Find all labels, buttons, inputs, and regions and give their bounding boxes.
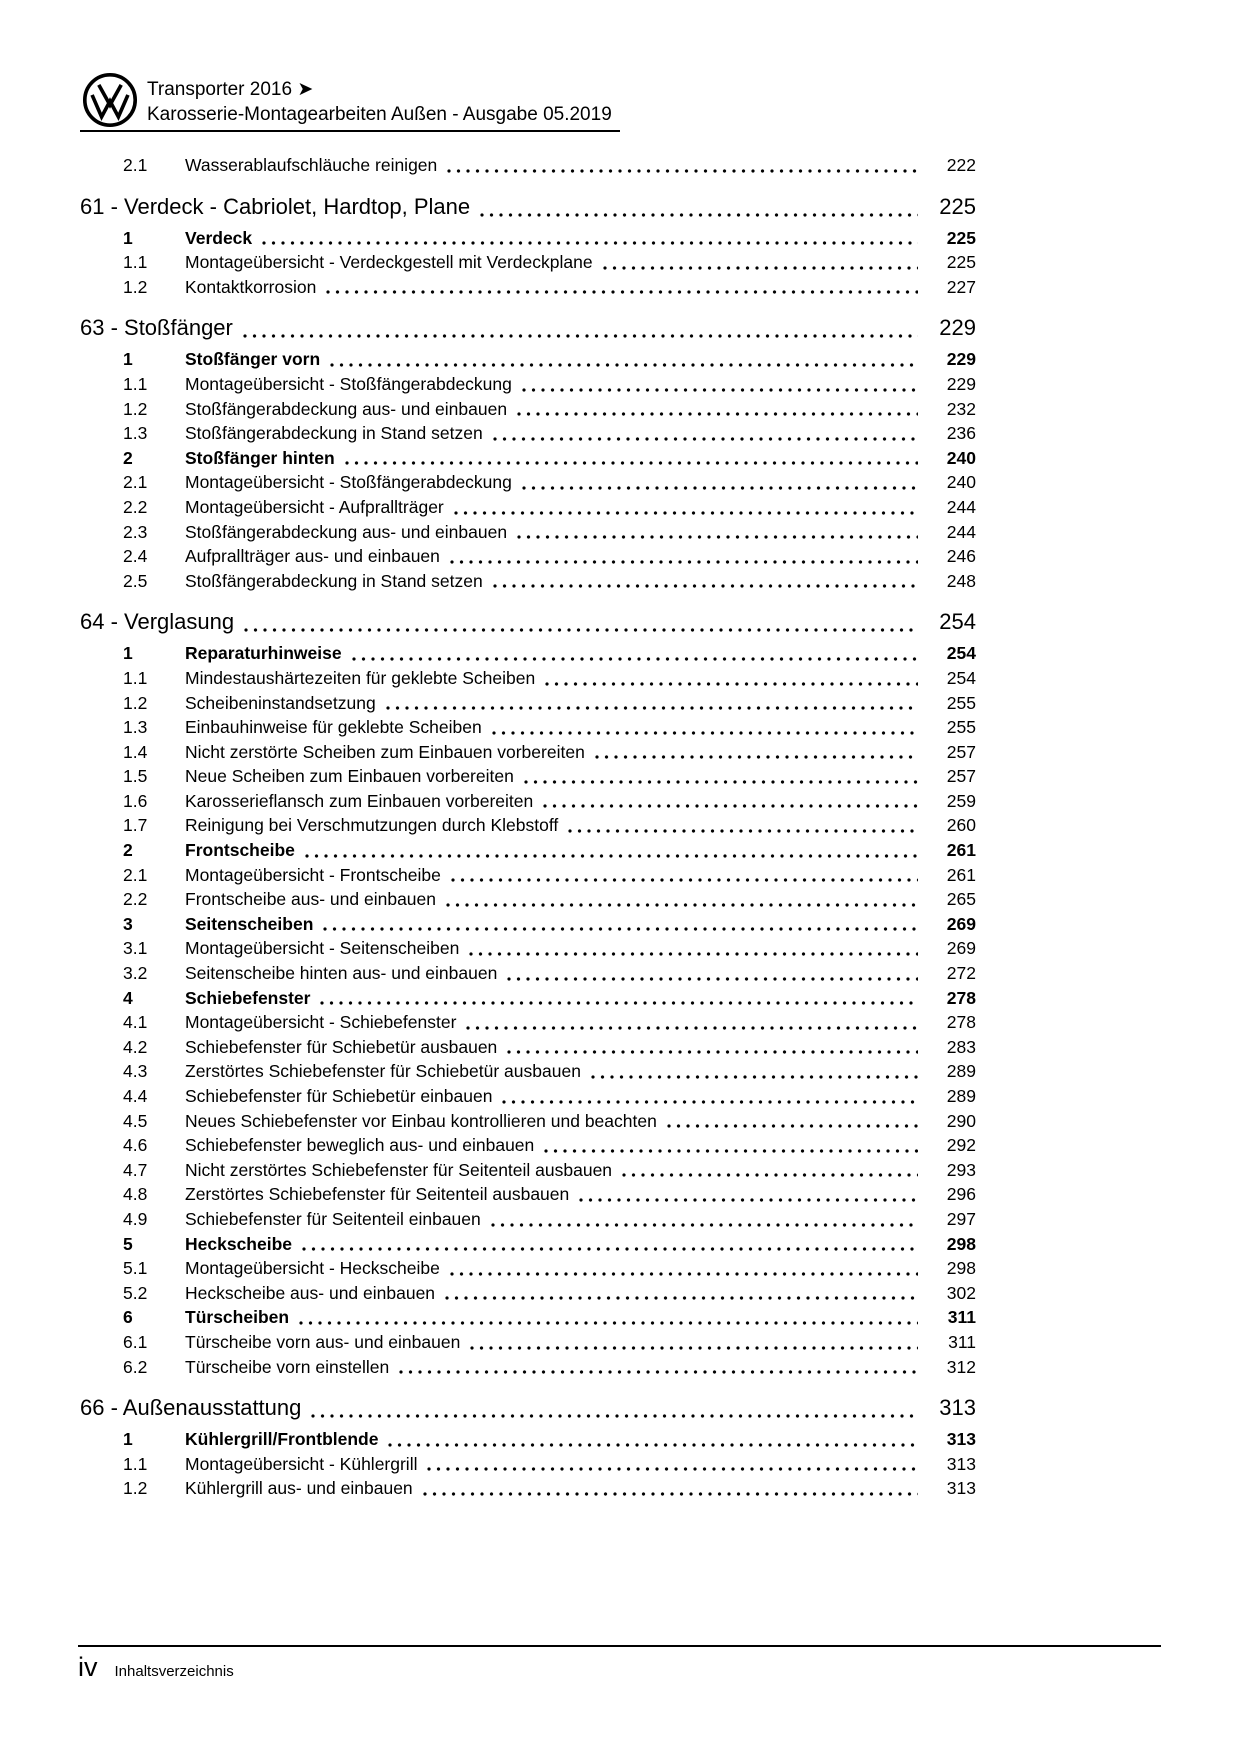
toc-entry-title: Schiebefenster	[185, 987, 311, 1008]
dotted-leader	[423, 1492, 918, 1496]
toc-entry-sub	[80, 666, 976, 691]
toc-entry-sub	[80, 1355, 976, 1380]
dotted-leader	[667, 1124, 918, 1128]
dotted-leader	[454, 511, 918, 515]
toc-entry-title: Verdeck	[185, 227, 253, 248]
dotted-leader	[543, 804, 918, 808]
toc-entry-number: 4.2	[123, 1036, 148, 1057]
toc-entry-title: Montageübersicht - Stoßfängerabdeckung	[185, 373, 512, 394]
toc-entry-number: 1	[123, 349, 133, 370]
toc-entry-sub	[80, 1330, 976, 1355]
toc-entry-section	[80, 226, 976, 251]
toc-entry-title: Stoßfänger hinten	[185, 447, 335, 468]
toc-entry-page: 265	[946, 889, 976, 910]
toc-entry-chapter	[80, 191, 976, 223]
toc-entry-title: Neues Schiebefenster vor Einbau kontrollieren und beachten	[185, 1110, 657, 1131]
header-divider	[80, 130, 620, 132]
toc-entry-page: 225	[946, 227, 976, 248]
toc-entry-title: 66 - Außenausstattung	[80, 1395, 302, 1421]
toc-entry-number: 3.1	[123, 938, 148, 959]
toc-entry-section	[80, 347, 976, 372]
toc-entry-page: 311	[947, 1307, 976, 1328]
dotted-leader	[603, 266, 918, 270]
toc-entry-title: Heckscheibe	[185, 1233, 293, 1254]
toc-entry-title: Reparaturhinweise	[185, 643, 342, 664]
dotted-leader	[595, 755, 918, 759]
toc-entry-page: 297	[946, 1208, 976, 1229]
toc-entry-page: 292	[946, 1135, 976, 1156]
toc-entry-title: 64 - Verglasung	[80, 609, 235, 635]
toc-entry-page: 313	[946, 1429, 976, 1450]
dotted-leader	[326, 290, 918, 294]
toc	[80, 153, 976, 1501]
toc-entry-section	[80, 1305, 976, 1330]
toc-entry-number: 1.1	[123, 252, 148, 273]
toc-entry-page: 313	[946, 1478, 976, 1499]
toc-entry-sub	[80, 1476, 976, 1501]
toc-entry-title: Neue Scheiben zum Einbauen vorbereiten	[185, 766, 514, 787]
toc-entry-title: Montageübersicht - Heckscheibe	[185, 1258, 440, 1279]
dotted-leader	[492, 731, 918, 735]
toc-entry-number: 3.2	[123, 963, 148, 984]
toc-entry-title: Schiebefenster für Seitenteil einbauen	[185, 1208, 481, 1229]
dotted-leader	[244, 628, 918, 632]
toc-entry-number: 2	[123, 447, 133, 468]
toc-entry-page: 269	[946, 938, 976, 959]
dotted-leader	[446, 903, 918, 907]
toc-entry-title: Seitenscheiben	[185, 913, 314, 934]
header-model-line: Transporter 2016 ➤	[147, 79, 314, 100]
toc-entry-number: 1.3	[123, 717, 148, 738]
toc-entry-number: 2.2	[123, 889, 148, 910]
footer-page-number: iv	[78, 1652, 98, 1682]
toc-entry-number: 1.6	[123, 790, 148, 811]
toc-entry-page: 311	[948, 1331, 976, 1352]
dotted-leader	[305, 854, 918, 858]
toc-entry-page: 257	[946, 766, 976, 787]
dotted-leader	[450, 1272, 918, 1276]
toc-entry-title: Montageübersicht - Seitenscheiben	[185, 938, 460, 959]
toc-entry-sub	[80, 495, 976, 520]
toc-entry-number: 4.4	[123, 1086, 148, 1106]
dotted-leader	[427, 1467, 918, 1471]
toc-entry-number: 5	[123, 1233, 133, 1254]
toc-entry-page: 254	[946, 667, 976, 688]
toc-entry-sub	[80, 813, 976, 838]
toc-entry-number: 1.1	[123, 373, 148, 394]
dotted-leader	[345, 461, 918, 465]
toc-entry-title: Mindestaushärtezeiten für geklebte Scheiben	[185, 667, 536, 688]
page-footer	[78, 1645, 1161, 1681]
toc-entry-number: 2.1	[123, 864, 148, 885]
dotted-leader	[493, 584, 918, 588]
dotted-leader	[522, 486, 918, 490]
toc-entry-chapter	[80, 312, 976, 344]
toc-entry-page: 283	[946, 1036, 976, 1057]
dotted-leader	[388, 1443, 918, 1447]
dotted-leader	[399, 1370, 918, 1374]
toc-entry-sub	[80, 250, 976, 275]
dotted-leader	[502, 1100, 918, 1104]
toc-entry-sub	[80, 470, 976, 495]
toc-entry-title: Stoßfängerabdeckung in Stand setzen	[185, 570, 483, 591]
dotted-leader	[591, 1075, 918, 1079]
toc-entry-title: Nicht zerstörte Scheiben zum Einbauen vorbereiten	[185, 741, 585, 762]
toc-entry-number: 2.1	[123, 472, 148, 493]
dotted-leader	[524, 780, 918, 784]
dotted-leader	[466, 1026, 918, 1030]
toc-entry-sub	[80, 1182, 976, 1207]
toc-entry-sub	[80, 544, 976, 569]
toc-entry-title: Montageübersicht - Aufprallträger	[185, 496, 444, 517]
toc-entry-page: 225	[939, 193, 976, 219]
toc-entry-number: 2.3	[123, 521, 148, 542]
toc-entry-title: Scheibeninstandsetzung	[185, 692, 376, 713]
toc-entry-sub	[80, 520, 976, 545]
footer-label: Inhaltsverzeichnis	[114, 1663, 234, 1680]
dotted-leader	[450, 560, 918, 564]
toc-entry-page: 261	[946, 840, 976, 861]
toc-entry-number: 5.2	[123, 1282, 148, 1303]
toc-entry-page: 232	[946, 398, 976, 419]
toc-entry-page: 254	[946, 643, 976, 664]
dotted-leader	[311, 1414, 918, 1418]
dotted-leader	[480, 213, 918, 217]
toc-entry-title: Kühlergrill/Frontblende	[185, 1429, 379, 1450]
toc-entry-page: 278	[946, 987, 976, 1008]
toc-entry-number: 4.8	[123, 1184, 148, 1205]
toc-entry-page: 222	[946, 155, 976, 175]
toc-entry-sub	[80, 1084, 976, 1109]
toc-entry-number: 1.2	[123, 1478, 148, 1499]
toc-entry-page: 259	[946, 790, 976, 811]
dotted-leader	[451, 878, 918, 882]
dotted-leader	[568, 829, 918, 833]
toc-entry-sub	[80, 1010, 976, 1035]
toc-entry-number: 2.5	[123, 570, 148, 591]
toc-entry-title: Reinigung bei Verschmutzungen durch Klebstoff	[185, 815, 559, 836]
header-subtitle-line: Karosserie-Montagearbeiten Außen - Ausgabe 05.2019	[147, 104, 612, 125]
toc-entry-number: 2	[123, 840, 133, 861]
toc-entry-number: 1.2	[123, 692, 148, 713]
toc-entry-title: Seitenscheibe hinten aus- und einbauen	[185, 963, 498, 984]
toc-entry-page: 244	[946, 521, 976, 542]
toc-entry-number: 5.1	[123, 1258, 148, 1279]
dotted-leader	[302, 1247, 918, 1251]
toc-entry-sub	[80, 569, 976, 594]
toc-entry-sub	[80, 1158, 976, 1183]
vw-logo-icon	[82, 72, 138, 128]
toc-entry-chapter	[80, 606, 976, 638]
toc-entry-page: 254	[939, 609, 976, 635]
toc-entry-title: Wasserablaufschläuche reinigen	[185, 155, 438, 175]
toc-entry-number: 4.1	[123, 1012, 148, 1033]
dotted-leader	[330, 363, 918, 367]
toc-entry-page: 229	[946, 349, 976, 370]
toc-entry-page: 257	[946, 741, 976, 762]
toc-entry-number: 1.2	[123, 398, 148, 419]
toc-entry-title: Zerstörtes Schiebefenster für Seitenteil ausbauen	[185, 1184, 570, 1205]
dotted-leader	[445, 1296, 918, 1300]
toc-entry-number: 4.7	[123, 1159, 148, 1180]
page-header	[82, 72, 612, 128]
toc-entry-title: Karosserieflansch zum Einbauen vorbereiten	[185, 790, 534, 811]
toc-entry-title: 63 - Stoßfänger	[80, 315, 233, 341]
toc-entry-chapter	[80, 1392, 976, 1424]
toc-entry-title: Kühlergrill aus- und einbauen	[185, 1478, 413, 1499]
toc-entry-sub	[80, 1133, 976, 1158]
toc-entry-section	[80, 838, 976, 863]
toc-entry-sub	[80, 887, 976, 912]
toc-entry-number: 6.2	[123, 1356, 148, 1377]
dotted-leader	[320, 1001, 918, 1005]
dotted-leader	[544, 1149, 918, 1153]
toc-entry-sub	[80, 789, 976, 814]
toc-entry-page: 272	[946, 963, 976, 984]
toc-entry-sub	[80, 961, 976, 986]
toc-entry-sub	[80, 740, 976, 765]
toc-entry-number: 1	[123, 227, 133, 248]
toc-entry-title: 61 - Verdeck - Cabriolet, Hardtop, Plane	[80, 193, 471, 219]
toc-entry-number: 6	[123, 1307, 133, 1328]
toc-entry-page: 248	[946, 570, 976, 591]
toc-entry-sub	[80, 275, 976, 300]
toc-entry-page: 261	[946, 864, 976, 885]
toc-entry-number: 4.6	[123, 1135, 148, 1156]
toc-entry-page: 289	[946, 1061, 976, 1082]
toc-entry-page: 290	[946, 1110, 976, 1131]
toc-entry-page: 229	[946, 373, 976, 394]
toc-entry-number: 4	[123, 987, 133, 1008]
toc-entry-page: 225	[946, 252, 976, 273]
toc-entry-number: 1.2	[123, 276, 148, 297]
toc-entry-number: 1.3	[123, 423, 148, 444]
toc-entry-page: 289	[946, 1086, 976, 1106]
dotted-leader	[517, 535, 918, 539]
header-text	[147, 72, 612, 127]
dotted-leader	[579, 1198, 918, 1202]
toc-entry-title: Montageübersicht - Stoßfängerabdeckung	[185, 472, 512, 493]
toc-entry-page: 296	[946, 1184, 976, 1205]
toc-entry-page: 302	[946, 1282, 976, 1303]
toc-entry-number: 1.1	[123, 1453, 148, 1474]
toc-entry-number: 1.4	[123, 741, 148, 762]
toc-entry-number: 1.5	[123, 766, 148, 787]
dotted-leader	[299, 1321, 918, 1325]
toc-entry-title: Montageübersicht - Schiebefenster	[185, 1012, 457, 1033]
toc-entry-title: Heckscheibe aus- und einbauen	[185, 1282, 436, 1303]
toc-entry-title: Nicht zerstörtes Schiebefenster für Seitenteil ausbauen	[185, 1159, 613, 1180]
toc-entry-page: 255	[946, 717, 976, 738]
dotted-leader	[470, 1346, 918, 1350]
toc-entry-number: 2.2	[123, 496, 148, 517]
toc-entry-title: Schiebefenster für Schiebetür einbauen	[185, 1086, 493, 1106]
toc-entry-page: 246	[946, 546, 976, 567]
toc-entry-number: 6.1	[123, 1331, 148, 1352]
toc-entry-sub	[80, 691, 976, 716]
toc-entry-number: 4.5	[123, 1110, 148, 1131]
toc-entry-title: Stoßfängerabdeckung in Stand setzen	[185, 423, 483, 444]
toc-entry-sub	[80, 1207, 976, 1232]
toc-entry-section	[80, 1427, 976, 1452]
toc-entry-title: Montageübersicht - Verdeckgestell mit Verdeckplane	[185, 252, 593, 273]
dotted-leader	[352, 657, 918, 661]
dotted-leader	[262, 241, 918, 245]
toc-entry-page: 240	[946, 472, 976, 493]
toc-entry-page: 227	[946, 276, 976, 297]
toc-entry-title: Aufprallträger aus- und einbauen	[185, 546, 440, 567]
toc-entry-sub	[80, 153, 976, 178]
toc-entry-number: 3	[123, 913, 133, 934]
dotted-leader	[243, 334, 918, 338]
toc-entry-title: Stoßfängerabdeckung aus- und einbauen	[185, 398, 508, 419]
dotted-leader	[386, 706, 918, 710]
toc-entry-number: 4.3	[123, 1061, 148, 1082]
toc-entry-title: Zerstörtes Schiebefenster für Schiebetür ausbauen	[185, 1061, 581, 1082]
toc-entry-sub	[80, 397, 976, 422]
toc-entry-section	[80, 986, 976, 1011]
toc-entry-page: 278	[946, 1012, 976, 1033]
toc-entry-number: 2.1	[123, 155, 148, 175]
toc-entry-page: 240	[946, 447, 976, 468]
dotted-leader	[522, 388, 918, 392]
toc-entry-page: 269	[946, 913, 976, 934]
toc-entry-page: 293	[946, 1159, 976, 1180]
toc-entry-title: Schiebefenster beweglich aus- und einbauen	[185, 1135, 535, 1156]
toc-entry-section	[80, 912, 976, 937]
toc-entry-sub	[80, 1035, 976, 1060]
toc-entry-page: 236	[946, 423, 976, 444]
toc-entry-sub	[80, 1059, 976, 1084]
dotted-leader	[507, 977, 918, 981]
toc-entry-page: 260	[946, 815, 976, 836]
toc-entry-page: 313	[939, 1395, 976, 1421]
dotted-leader	[493, 437, 918, 441]
toc-entry-sub	[80, 421, 976, 446]
toc-entry-sub	[80, 1256, 976, 1281]
toc-entry-title: Türscheiben	[185, 1307, 290, 1328]
toc-entry-title: Kontaktkorrosion	[185, 276, 317, 297]
toc-entry-title: Einbauhinweise für geklebte Scheiben	[185, 717, 482, 738]
toc-entry-page: 312	[946, 1356, 976, 1377]
toc-entry-page: 229	[939, 315, 976, 341]
toc-entry-number: 2.4	[123, 546, 148, 567]
dotted-leader	[545, 682, 918, 686]
toc-entry-title: Stoßfänger vorn	[185, 349, 321, 370]
toc-entry-title: Stoßfängerabdeckung aus- und einbauen	[185, 521, 508, 542]
toc-entry-section	[80, 446, 976, 471]
toc-entry-page: 298	[946, 1258, 976, 1279]
toc-entry-sub	[80, 936, 976, 961]
toc-entry-number: 1.1	[123, 667, 148, 688]
toc-entry-number: 1.7	[123, 815, 148, 836]
toc-entry-page: 255	[946, 692, 976, 713]
toc-entry-page: 298	[946, 1233, 976, 1254]
toc-entry-sub	[80, 1281, 976, 1306]
dotted-leader	[469, 952, 918, 956]
toc-entry-page: 244	[946, 496, 976, 517]
toc-entry-title: Türscheibe vorn einstellen	[185, 1356, 390, 1377]
toc-entry-number: 4.9	[123, 1208, 148, 1229]
toc-entry-title: Montageübersicht - Frontscheibe	[185, 864, 441, 885]
toc-entry-section	[80, 1232, 976, 1257]
toc-entry-number: 1	[123, 1429, 133, 1450]
toc-entry-title: Montageübersicht - Kühlergrill	[185, 1453, 418, 1474]
dotted-leader	[507, 1050, 918, 1054]
toc-entry-page: 313	[946, 1453, 976, 1474]
toc-entry-sub	[80, 372, 976, 397]
dotted-leader	[491, 1223, 918, 1227]
toc-entry-section	[80, 641, 976, 666]
toc-entry-sub	[80, 764, 976, 789]
toc-entry-title: Schiebefenster für Schiebetür ausbauen	[185, 1036, 498, 1057]
dotted-leader	[517, 412, 918, 416]
toc-entry-number: 1	[123, 643, 133, 664]
toc-entry-sub	[80, 863, 976, 888]
toc-entry-title: Frontscheibe aus- und einbauen	[185, 889, 437, 910]
toc-entry-sub	[80, 1452, 976, 1477]
toc-entry-title: Frontscheibe	[185, 840, 295, 861]
dotted-leader	[622, 1173, 918, 1177]
toc-entry-title: Türscheibe vorn aus- und einbauen	[185, 1331, 461, 1352]
toc-entry-sub	[80, 1109, 976, 1134]
dotted-leader	[323, 927, 918, 931]
dotted-leader	[447, 169, 918, 173]
toc-entry-sub	[80, 715, 976, 740]
